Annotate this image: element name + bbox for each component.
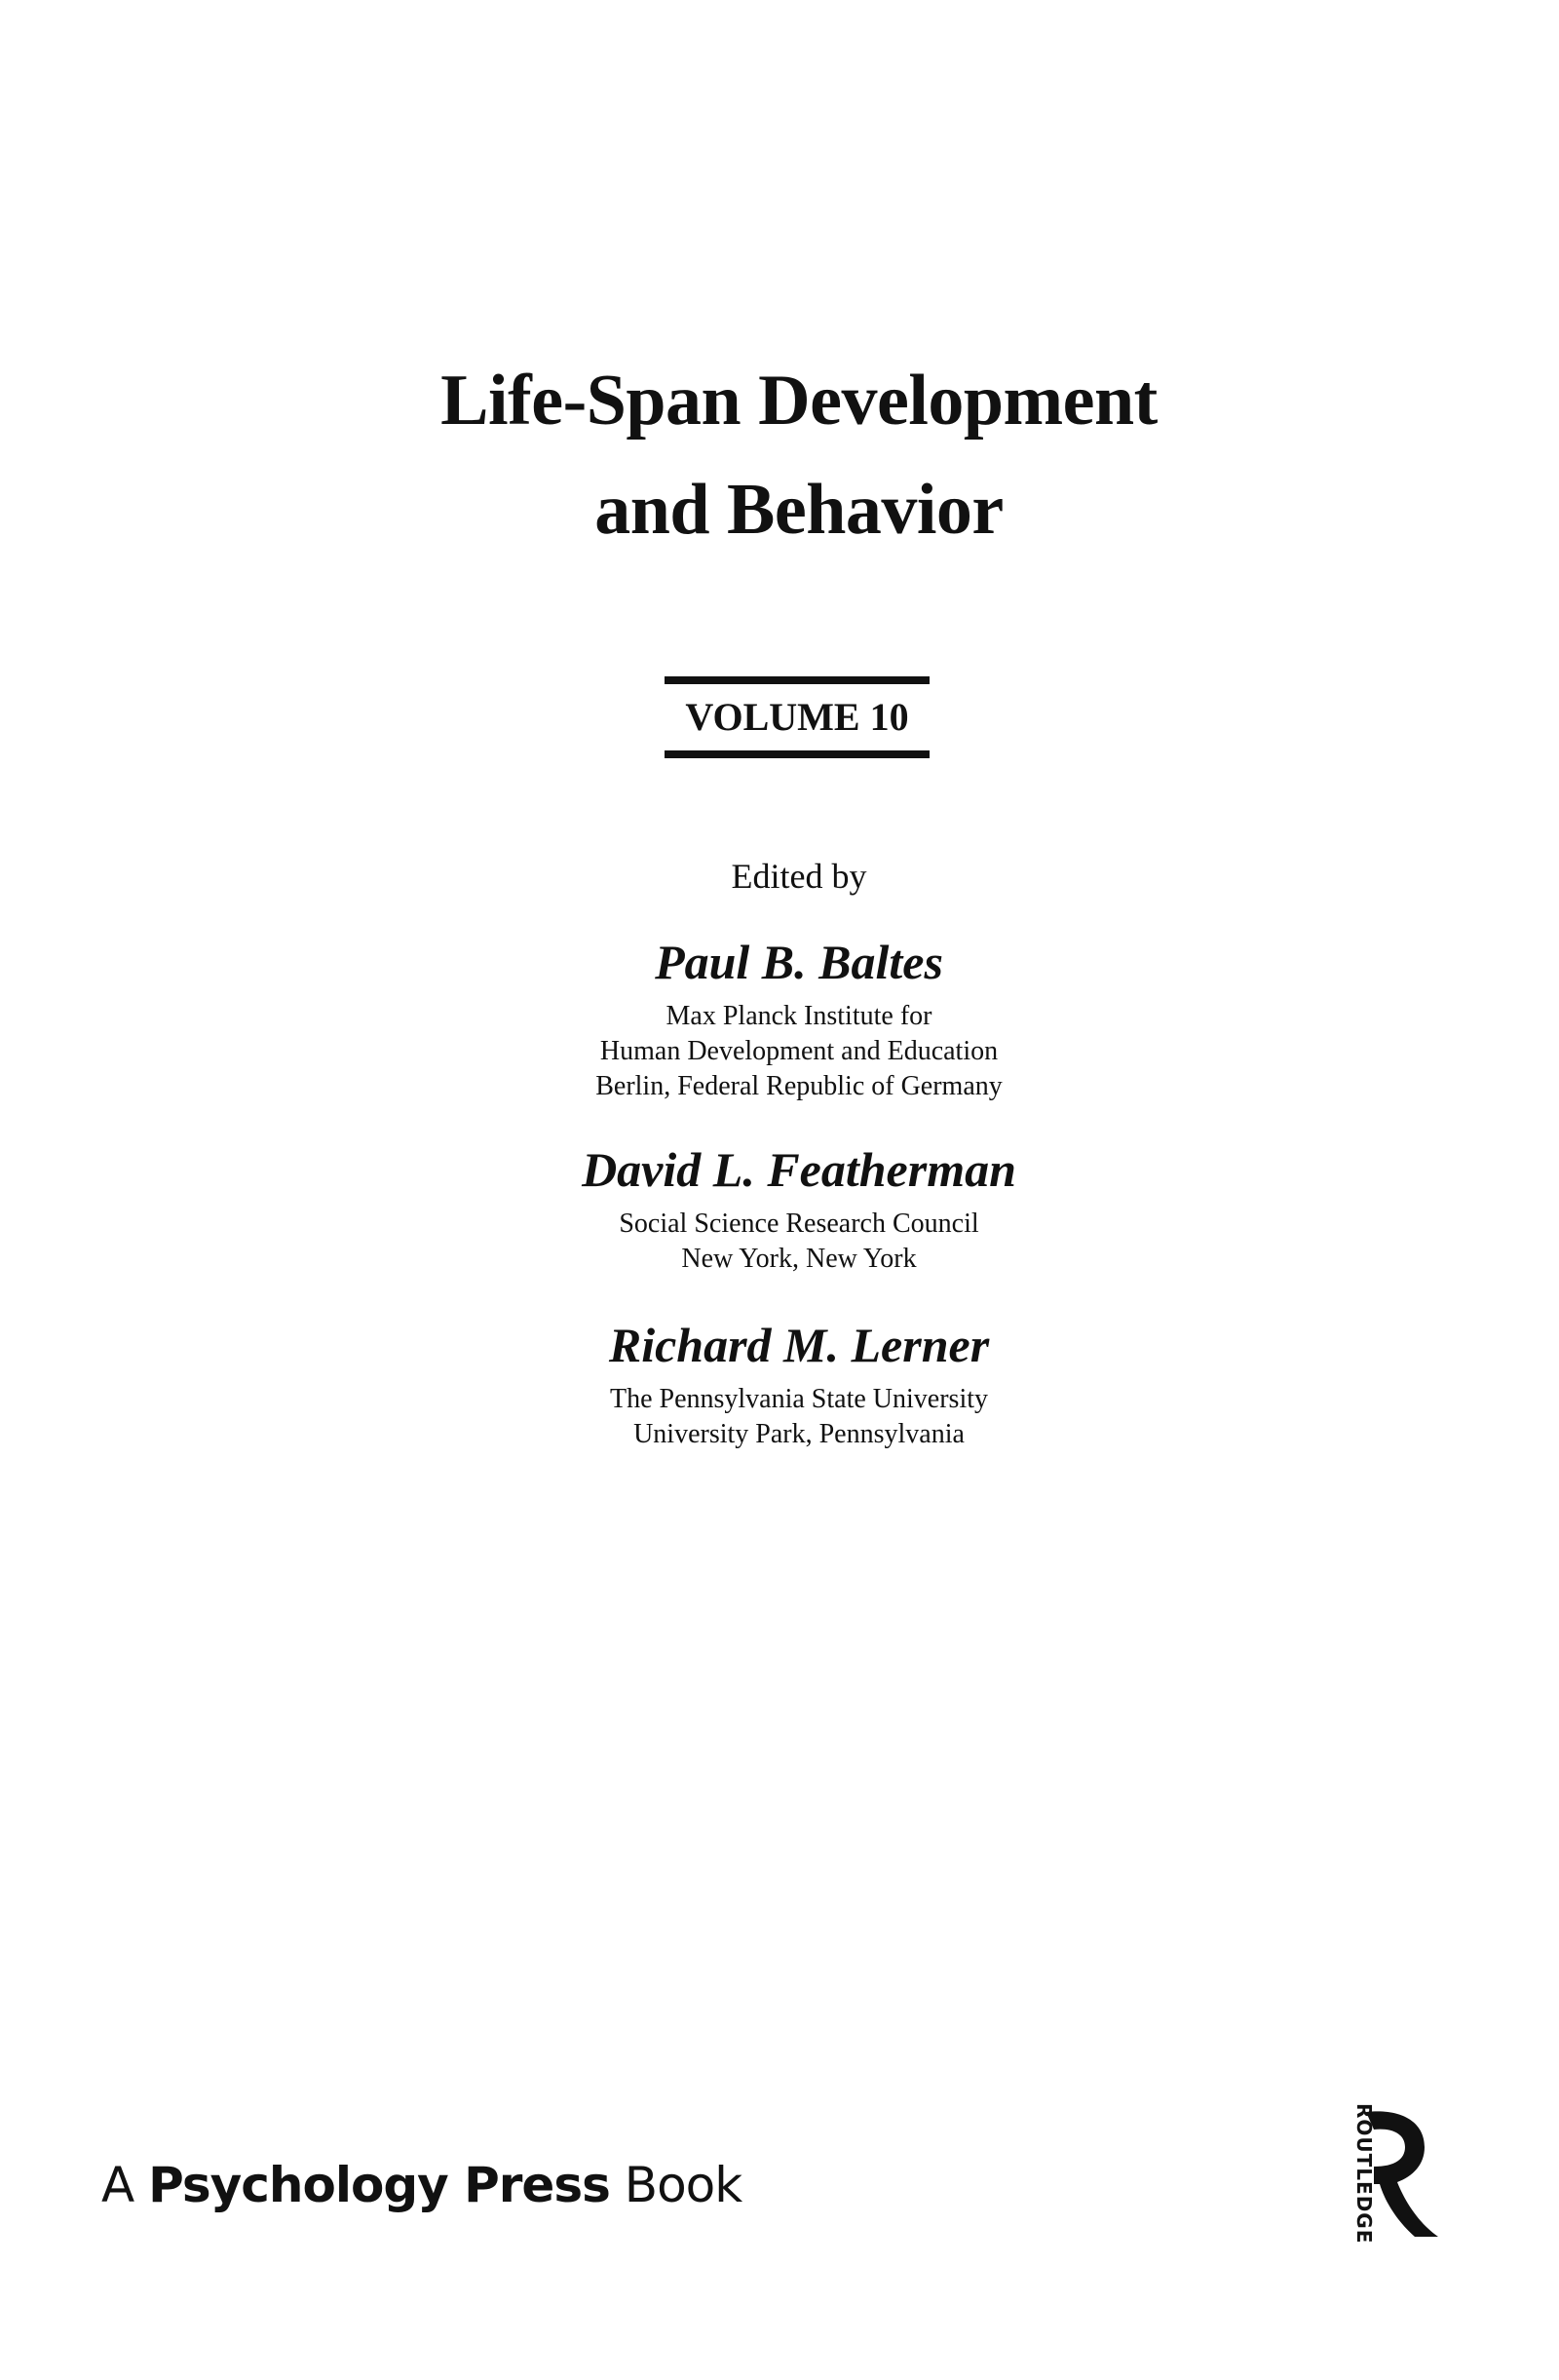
editor-affiliation [0,999,1559,1104]
editor-affiliation [0,1207,1559,1277]
editor-name: Paul B. Baltes [655,935,943,989]
book-title-line-2: and Behavior [594,470,1004,550]
affiliation-line: Social Science Research Council [619,1209,979,1239]
book-title-line-1: Life-Span Development [440,361,1158,441]
publisher-name: Psychology Press [148,2157,610,2213]
routledge-logo-text: ROUTLEDGE [1352,2103,1376,2245]
volume-rule-bottom [665,750,930,758]
volume-label: VOLUME 10 [685,695,909,739]
affiliation-line: Max Planck Institute for [665,1001,932,1031]
editor-3 [0,1314,1559,1452]
editor-name: David L. Featherman [582,1142,1016,1197]
volume-block [665,676,930,758]
affiliation-line: New York, New York [681,1244,917,1274]
affiliation-line: The Pennsylvania State University [609,1384,989,1414]
volume-rule-top [665,676,930,684]
affiliation-line: University Park, Pennsylvania [633,1419,965,1449]
editor-affiliation [0,1382,1559,1452]
editor-name: Richard M. Lerner [608,1318,990,1372]
edited-by-label: Edited by [731,857,867,896]
affiliation-line: Human Development and Education [599,1036,999,1066]
book-title [0,346,1559,564]
editor-1 [0,931,1559,1104]
editor-2 [0,1138,1559,1277]
publisher-suffix: Book [624,2157,742,2213]
publisher-prefix: A [101,2157,134,2213]
affiliation-line: Berlin, Federal Republic of Germany [595,1071,1003,1101]
publisher-imprint [101,2154,741,2216]
